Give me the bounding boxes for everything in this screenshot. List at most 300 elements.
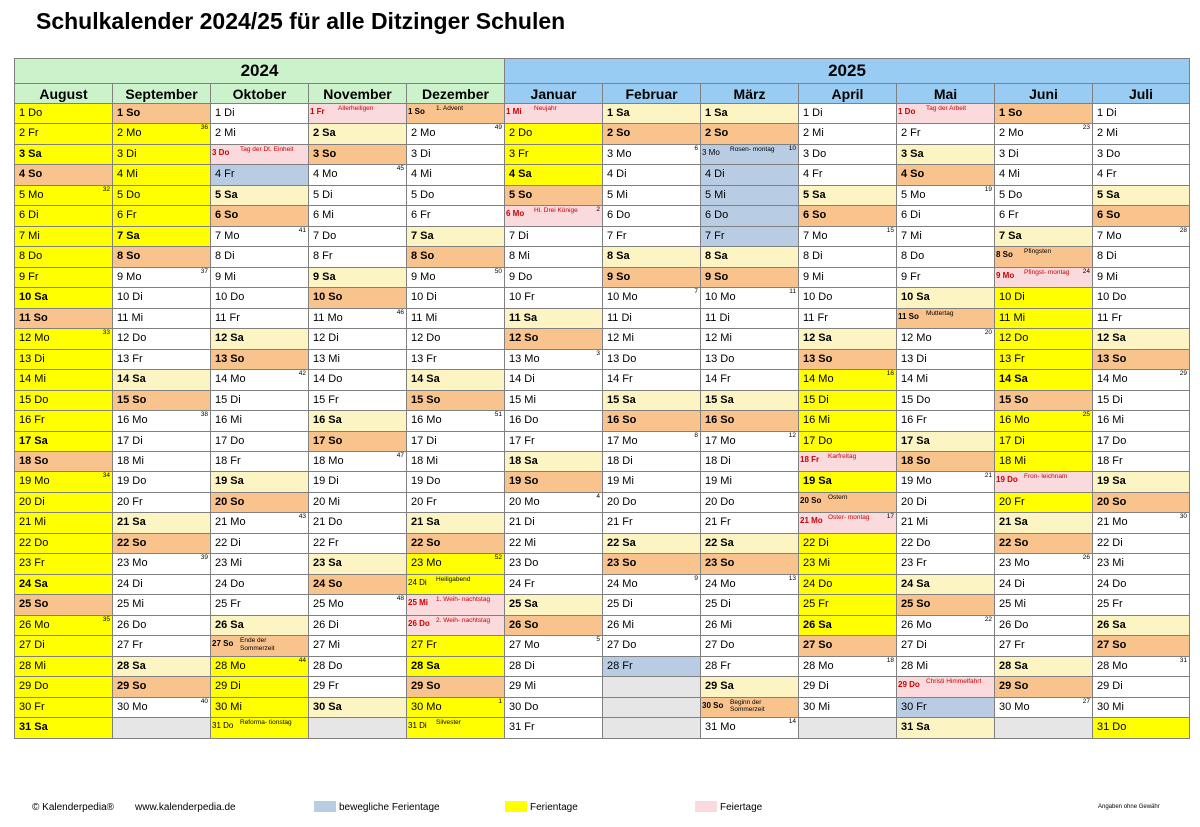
day-label: 25 Fr (215, 598, 241, 611)
day-cell (407, 636, 505, 656)
day-cell (603, 492, 701, 512)
day-cell (1093, 288, 1190, 308)
day-cell (407, 451, 505, 471)
day-cell (897, 636, 995, 656)
day-cell (799, 267, 897, 287)
day-cell (113, 533, 211, 553)
day-label: 26 So (509, 618, 539, 631)
day-cell (799, 308, 897, 328)
day-cell (897, 206, 995, 226)
day-label: 13 Mo (509, 352, 540, 365)
day-label: 22 Di (803, 536, 829, 549)
day-label: 19 Do (411, 475, 441, 488)
day-cell (309, 349, 407, 369)
day-label: 18 Di (607, 454, 633, 467)
day-label: 26 Mo (901, 618, 932, 631)
day-label: 30 Do (509, 700, 539, 713)
day-cell (309, 370, 407, 390)
year-header: 2025 (505, 59, 1190, 84)
day-label: 30 Fr (19, 700, 45, 713)
day-label: 22 Mi (509, 536, 536, 549)
holiday-note: Pfingst- montag (1024, 268, 1070, 276)
day-cell (211, 124, 309, 144)
day-cell (701, 370, 799, 390)
day-label: 17 Mo (607, 434, 638, 447)
day-cell (995, 574, 1093, 594)
day-row (15, 615, 1190, 635)
day-cell (1093, 370, 1190, 390)
day-label: 5 Sa (1097, 188, 1120, 201)
day-label: 13 Fr (411, 352, 437, 365)
day-label: 6 Fr (411, 209, 431, 222)
day-cell (15, 185, 113, 205)
day-label: 23 So (705, 557, 735, 570)
day-label: 11 Fr (1097, 311, 1122, 324)
day-cell (113, 267, 211, 287)
day-label: 27 So (212, 639, 234, 649)
day-cell (309, 677, 407, 697)
day-label: 29 Fr (313, 680, 339, 693)
empty-day-cell (113, 718, 211, 738)
day-label: 25 Mi (408, 598, 429, 608)
day-label: 14 Sa (999, 373, 1028, 386)
week-number: 6 (694, 144, 698, 152)
week-number: 45 (396, 165, 404, 173)
day-cell (995, 349, 1093, 369)
day-cell (15, 247, 113, 267)
day-label: 17 Do (1097, 434, 1127, 447)
day-label: 21 Fr (607, 516, 633, 529)
day-cell (603, 247, 701, 267)
day-cell (701, 247, 799, 267)
week-number: 36 (200, 124, 208, 132)
day-label: 17 Di (999, 434, 1025, 447)
event-note: Ende der Sommerzeit (240, 637, 275, 652)
day-cell (897, 492, 995, 512)
day-cell (1093, 472, 1190, 492)
day-cell (897, 677, 995, 697)
day-label: 11 So (898, 311, 919, 321)
day-label: 7 Mo (1097, 229, 1122, 242)
day-cell (897, 308, 995, 328)
day-label: 25 Fr (1097, 598, 1123, 611)
day-row (15, 165, 1190, 185)
day-cell (505, 411, 603, 431)
day-cell (995, 636, 1093, 656)
day-cell (309, 574, 407, 594)
day-cell (505, 267, 603, 287)
day-cell (897, 390, 995, 410)
week-number: 23 (1082, 124, 1090, 132)
day-cell (211, 472, 309, 492)
day-cell (1093, 144, 1190, 164)
day-label: 5 Mo (901, 188, 926, 201)
day-label: 23 Do (509, 557, 539, 570)
week-number: 13 (788, 574, 796, 582)
week-number: 16 (886, 370, 894, 378)
day-label: 6 Mo (506, 209, 525, 219)
day-cell (113, 411, 211, 431)
day-label: 22 Do (901, 536, 931, 549)
day-label: 24 Do (803, 577, 833, 590)
day-label: 1 So (999, 107, 1023, 119)
day-cell (309, 697, 407, 717)
day-cell (1093, 431, 1190, 451)
day-cell (309, 124, 407, 144)
day-label: 30 Mo (999, 700, 1030, 713)
week-number: 43 (298, 513, 306, 521)
day-cell (1093, 104, 1190, 124)
day-cell (113, 697, 211, 717)
day-cell (113, 513, 211, 533)
day-cell (995, 206, 1093, 226)
day-label: 5 Do (999, 188, 1023, 201)
day-label: 24 Do (1097, 577, 1127, 590)
day-label: 29 So (999, 680, 1029, 693)
day-cell (799, 615, 897, 635)
day-label: 3 Mo (607, 147, 632, 160)
month-header: Mai (897, 84, 995, 104)
day-label: 31 Di (408, 721, 427, 731)
week-number: 20 (984, 329, 992, 337)
day-row (15, 451, 1190, 471)
day-cell (309, 144, 407, 164)
day-label: 17 Di (117, 434, 143, 447)
day-label: 13 So (215, 352, 245, 365)
day-label: 17 Di (411, 434, 437, 447)
day-label: 29 Di (803, 680, 829, 693)
empty-day-cell (603, 718, 701, 738)
day-cell (897, 431, 995, 451)
day-row (15, 247, 1190, 267)
day-row (15, 636, 1190, 656)
day-cell (505, 533, 603, 553)
day-cell (505, 349, 603, 369)
day-label: 12 Do (411, 332, 441, 345)
day-label: 12 Mi (705, 332, 732, 345)
day-cell (113, 185, 211, 205)
day-label: 19 Mi (705, 475, 732, 488)
month-header: September (113, 84, 211, 104)
day-label: 22 Fr (313, 536, 339, 549)
day-label: 15 So (999, 393, 1029, 406)
week-number: 42 (298, 370, 306, 378)
day-cell (113, 329, 211, 349)
day-cell (701, 533, 799, 553)
day-label: 4 Fr (1097, 168, 1117, 181)
day-cell (701, 185, 799, 205)
day-label: 6 So (803, 209, 827, 222)
day-label: 7 Sa (999, 229, 1022, 242)
day-label: 3 Do (803, 147, 827, 160)
day-label: 27 Di (901, 639, 927, 652)
day-cell (1093, 206, 1190, 226)
day-label: 20 Mo (509, 495, 540, 508)
day-cell (211, 411, 309, 431)
day-label: 18 Fr (1097, 454, 1123, 467)
day-label: 20 So (800, 495, 822, 505)
day-cell (15, 267, 113, 287)
day-cell (897, 615, 995, 635)
day-label: 7 Fr (705, 229, 725, 242)
empty-day-cell (603, 677, 701, 697)
day-cell (15, 124, 113, 144)
day-row (15, 595, 1190, 615)
day-label: 30 Mo (411, 700, 442, 713)
day-label: 5 Di (313, 188, 333, 201)
day-label: 16 Fr (901, 414, 927, 427)
day-label: 20 Fr (117, 495, 143, 508)
day-label: 12 Sa (803, 332, 832, 345)
day-cell (1093, 185, 1190, 205)
day-label: 24 Mo (705, 577, 736, 590)
day-label: 9 Fr (901, 270, 921, 283)
day-cell (15, 718, 113, 738)
day-cell (211, 451, 309, 471)
day-label: 3 Di (411, 147, 431, 160)
week-number: 27 (1082, 697, 1090, 705)
day-label: 25 Mi (117, 598, 144, 611)
day-cell (309, 533, 407, 553)
day-cell (113, 656, 211, 676)
day-cell (603, 574, 701, 594)
day-cell (113, 308, 211, 328)
event-note: Muttertag (926, 309, 954, 317)
day-label: 2 Mo (411, 127, 436, 140)
day-label: 15 Do (19, 393, 49, 406)
day-label: 13 Fr (117, 352, 143, 365)
day-cell (407, 677, 505, 697)
day-label: 3 So (313, 147, 337, 160)
week-number: 44 (298, 656, 306, 664)
day-label: 5 Sa (803, 188, 826, 201)
day-cell (1093, 533, 1190, 553)
day-cell (603, 124, 701, 144)
day-cell (113, 554, 211, 574)
day-label: 22 Di (1097, 536, 1123, 549)
day-label: 30 Mi (803, 700, 830, 713)
day-label: 15 Do (901, 393, 931, 406)
day-cell (505, 390, 603, 410)
holiday-note: Fron- leichnam (1024, 473, 1068, 481)
legend (0, 798, 1200, 820)
day-label: 20 Fr (999, 495, 1025, 508)
day-label: 19 Mo (19, 475, 50, 488)
day-cell (15, 636, 113, 656)
day-label: 9 Sa (313, 270, 336, 283)
week-number: 30 (1179, 513, 1187, 521)
day-cell (603, 288, 701, 308)
day-cell (505, 513, 603, 533)
day-cell (995, 431, 1093, 451)
day-label: 21 Sa (117, 516, 146, 529)
day-cell (15, 492, 113, 512)
day-label: 27 Fr (411, 639, 437, 652)
day-cell (897, 656, 995, 676)
day-cell (603, 349, 701, 369)
day-label: 25 So (19, 598, 49, 611)
day-cell (897, 370, 995, 390)
day-cell (407, 267, 505, 287)
day-cell (799, 595, 897, 615)
day-cell (701, 697, 799, 717)
day-label: 16 So (705, 414, 735, 427)
day-label: 6 Mi (313, 209, 334, 222)
day-label: 7 Di (509, 229, 529, 242)
website-link[interactable]: www.kalenderpedia.de (135, 802, 236, 813)
day-label: 1 Di (1097, 107, 1117, 119)
day-label: 20 Do (705, 495, 735, 508)
day-cell (505, 574, 603, 594)
day-label: 2 Do (509, 127, 533, 140)
day-cell (701, 267, 799, 287)
week-number: 47 (396, 451, 404, 459)
day-cell (603, 595, 701, 615)
day-label: 10 Do (215, 291, 245, 304)
day-cell (799, 390, 897, 410)
day-label: 26 Do (999, 618, 1029, 631)
day-label: 31 Sa (901, 721, 930, 734)
day-label: 16 Mi (803, 414, 830, 427)
day-label: 23 So (607, 557, 637, 570)
holiday-note: Christi Himmelfahrt (926, 678, 982, 686)
day-cell (603, 615, 701, 635)
day-cell (603, 636, 701, 656)
day-row (15, 329, 1190, 349)
day-cell (505, 185, 603, 205)
day-label: 8 Di (803, 250, 823, 263)
holiday-swatch (695, 801, 717, 812)
day-row (15, 308, 1190, 328)
day-label: 6 Do (705, 209, 729, 222)
day-label: 28 Sa (999, 659, 1028, 672)
day-cell (701, 554, 799, 574)
week-number: 10 (788, 144, 796, 152)
page-title: Schulkalender 2024/25 für alle Ditzinger Schulen (36, 8, 566, 34)
day-cell (995, 533, 1093, 553)
day-cell (897, 144, 995, 164)
day-cell (897, 451, 995, 471)
day-cell (407, 226, 505, 246)
day-label: 30 Sa (313, 700, 342, 713)
day-cell (1093, 451, 1190, 471)
day-cell (505, 206, 603, 226)
day-cell (1093, 595, 1190, 615)
event-note: Rosen- montag (730, 145, 775, 153)
day-label: 2 Fr (19, 127, 39, 140)
day-cell (15, 206, 113, 226)
day-cell (113, 124, 211, 144)
day-label: 17 Do (215, 434, 245, 447)
day-label: 16 Mo (411, 414, 442, 427)
day-cell (1093, 615, 1190, 635)
day-label: 28 Do (313, 659, 343, 672)
day-label: 16 Fr (19, 414, 45, 427)
day-label: 19 Sa (1097, 475, 1126, 488)
school-calendar-table (14, 58, 1190, 739)
day-cell (113, 472, 211, 492)
day-cell (701, 677, 799, 697)
day-label: 18 Mi (411, 454, 438, 467)
holiday-note: 1. Weih- nachtstag (436, 596, 491, 604)
day-label: 24 Sa (901, 577, 930, 590)
day-label: 11 Mi (117, 311, 144, 324)
day-cell (505, 451, 603, 471)
week-number: 18 (886, 656, 894, 664)
week-number: 52 (494, 554, 502, 562)
day-cell (211, 656, 309, 676)
day-cell (113, 165, 211, 185)
day-cell (701, 472, 799, 492)
day-label: 16 Sa (313, 414, 342, 427)
day-cell (309, 329, 407, 349)
day-label: 6 So (215, 209, 239, 222)
day-cell (211, 431, 309, 451)
day-label: 4 Fr (803, 168, 823, 181)
day-label: 28 Mo (1097, 659, 1128, 672)
day-cell (407, 144, 505, 164)
day-label: 23 Fr (19, 557, 45, 570)
day-cell (505, 226, 603, 246)
day-cell (113, 370, 211, 390)
day-cell (995, 513, 1093, 533)
day-cell (1093, 574, 1190, 594)
day-cell (505, 165, 603, 185)
day-cell (995, 677, 1093, 697)
week-number: 33 (102, 329, 110, 337)
day-cell (211, 390, 309, 410)
day-label: 17 So (313, 434, 343, 447)
day-cell (897, 329, 995, 349)
day-cell (211, 533, 309, 553)
copyright-text: © Kalenderpedia® (32, 802, 115, 813)
month-header: Januar (505, 84, 603, 104)
day-label: 2 So (607, 127, 631, 140)
day-row (15, 574, 1190, 594)
day-cell (995, 267, 1093, 287)
week-number: 35 (102, 615, 110, 623)
day-cell (995, 329, 1093, 349)
day-label: 10 Do (803, 291, 833, 304)
day-cell (995, 615, 1093, 635)
day-label: 10 Sa (901, 291, 930, 304)
week-number: 46 (396, 308, 404, 316)
movable-days-label: bewegliche Ferientage (339, 802, 440, 813)
day-label: 2 Mi (1097, 127, 1118, 140)
day-cell (113, 144, 211, 164)
day-cell (897, 185, 995, 205)
disclaimer-text: Angaben ohne Gewähr (1098, 804, 1160, 810)
day-cell (309, 595, 407, 615)
day-label: 9 Do (509, 270, 533, 283)
day-label: 9 Mo (996, 270, 1015, 280)
day-cell (995, 411, 1093, 431)
day-label: 30 Mi (1097, 700, 1124, 713)
week-number: 7 (694, 288, 698, 296)
day-cell (1093, 411, 1190, 431)
day-label: 7 Mi (901, 229, 922, 242)
day-label: 10 Sa (19, 291, 48, 304)
day-cell (603, 144, 701, 164)
day-cell (211, 718, 309, 738)
day-cell (603, 267, 701, 287)
day-cell (113, 451, 211, 471)
day-label: 27 Fr (117, 639, 143, 652)
day-label: 8 So (996, 250, 1013, 260)
day-label: 23 Sa (313, 557, 342, 570)
week-number: 15 (886, 226, 894, 234)
day-label: 31 Do (212, 721, 234, 731)
